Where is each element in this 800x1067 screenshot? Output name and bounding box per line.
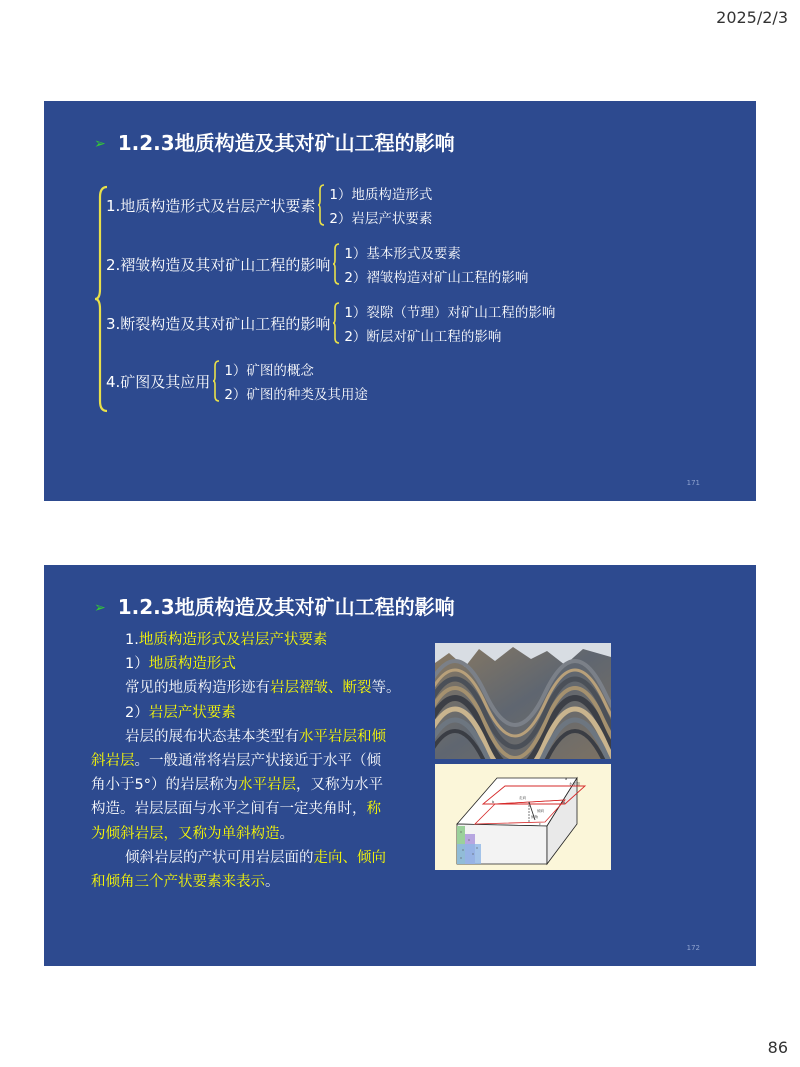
outline-item-4	[106, 359, 368, 403]
outline-item-2	[106, 242, 528, 286]
slide-number: 171	[686, 479, 700, 487]
outline-subitem: 2）矿图的种类及其用途	[224, 387, 368, 403]
body-text-segment: 倾斜岩层的产状可用岩层面的	[125, 849, 314, 866]
outline-item-label: 1.地质构造形式及岩层产状要素	[106, 196, 316, 215]
highlighted-term: 斜岩层	[91, 753, 135, 770]
body-text-segment: ，又称为水平	[295, 777, 383, 794]
diagram-label: d	[563, 801, 566, 805]
small-brace-icon	[212, 360, 220, 402]
slide-number: 172	[686, 944, 700, 952]
body-text-segment: 1.	[125, 632, 139, 648]
body-text-segment: 。	[265, 874, 280, 891]
outline-subitem: 1）地质构造形式	[329, 187, 433, 203]
slide-172	[44, 565, 756, 966]
outline-subitem: 2）岩层产状要素	[329, 211, 433, 227]
body-text-segment: 等。	[371, 680, 401, 697]
highlighted-term: 走向、倾向	[313, 849, 386, 866]
small-brace-icon	[332, 243, 340, 285]
highlighted-term: 岩层褶皱、断裂	[270, 680, 372, 697]
small-brace-icon	[317, 184, 325, 226]
slide-171	[44, 101, 756, 501]
diagram-label: 水平面	[569, 782, 580, 786]
folded-rock-strata-photo	[435, 643, 611, 759]
outline-subitem: 1）矿图的概念	[224, 363, 314, 379]
outline-subitem: 2）褶皱构造对矿山工程的影响	[344, 270, 529, 286]
highlighted-term: 称	[366, 801, 381, 818]
outline-item-1	[106, 183, 432, 227]
body-line	[91, 652, 437, 676]
outline-subitem: 1）基本形式及要素	[344, 246, 461, 262]
body-line	[91, 676, 437, 700]
strata-attitude-diagram	[435, 764, 611, 870]
body-line	[91, 749, 437, 773]
body-line	[91, 701, 437, 725]
highlighted-term: 和倾角三个产状要素来表示	[91, 874, 265, 891]
body-text-segment: 岩层的展布状态基本类型有	[125, 728, 299, 745]
highlighted-term: 水平岩层	[237, 777, 296, 794]
diagram-label: a	[565, 777, 568, 781]
body-text-segment: 2）	[125, 704, 149, 721]
body-line	[91, 797, 437, 821]
body-line	[91, 628, 437, 652]
body-line	[91, 725, 437, 749]
highlighted-term: 为倾斜岩层，又称为单斜构造	[91, 825, 280, 842]
body-text-segment: 角小于5°）的岩层称为	[91, 777, 238, 794]
arrow-bullet-icon: ➢	[94, 600, 106, 616]
slide-title-text: 1.2.3地质构造及其对矿山工程的影响	[117, 595, 455, 619]
slide-body-text	[91, 628, 437, 894]
page-number: 86	[767, 1038, 788, 1057]
body-text-segment: 常见的地质构造形迹有	[125, 680, 270, 697]
diagram-label: 倾角	[531, 815, 539, 819]
body-line	[91, 870, 437, 894]
outline-item-3	[106, 301, 555, 345]
outline-item-label: 3.断裂构造及其对矿山工程的影响	[106, 314, 331, 333]
diagram-label: 倾向	[537, 809, 545, 813]
outline-subitem: 2）断层对矿山工程的影响	[344, 329, 502, 345]
slide-title-text: 1.2.3地质构造及其对矿山工程的影响	[117, 131, 455, 155]
outline-item-label: 4.矿图及其应用	[106, 372, 211, 391]
highlighted-term: 水平岩层和倾	[299, 728, 386, 745]
highlighted-term: 岩层产状要素	[148, 704, 236, 721]
body-text-segment: 。	[279, 825, 294, 842]
body-line	[91, 773, 437, 797]
slide-title	[94, 591, 455, 620]
outline-subitem: 1）裂隙（节理）对矿山工程的影响	[344, 305, 556, 321]
body-line	[91, 846, 437, 870]
arrow-bullet-icon: ➢	[94, 136, 106, 152]
small-brace-icon	[332, 302, 340, 344]
page-date: 2025/2/3	[716, 8, 788, 27]
diagram-label: c	[539, 822, 541, 826]
body-text-segment: 。一般通常将岩层产状接近于水平（倾	[134, 753, 381, 770]
body-text-segment: 构造。岩层层面与水平之间有一定夹角时，	[91, 801, 367, 818]
highlighted-term: 地质构造形式及岩层产状要素	[138, 632, 328, 648]
body-line	[91, 822, 437, 846]
highlighted-term: 地质构造形式	[148, 656, 236, 673]
slide-title	[94, 127, 455, 156]
diagram-label: b	[492, 800, 495, 804]
body-text-segment: 1）	[125, 656, 149, 673]
outline-item-label: 2.褶皱构造及其对矿山工程的影响	[106, 255, 331, 274]
diagram-label: 走向	[519, 796, 527, 800]
